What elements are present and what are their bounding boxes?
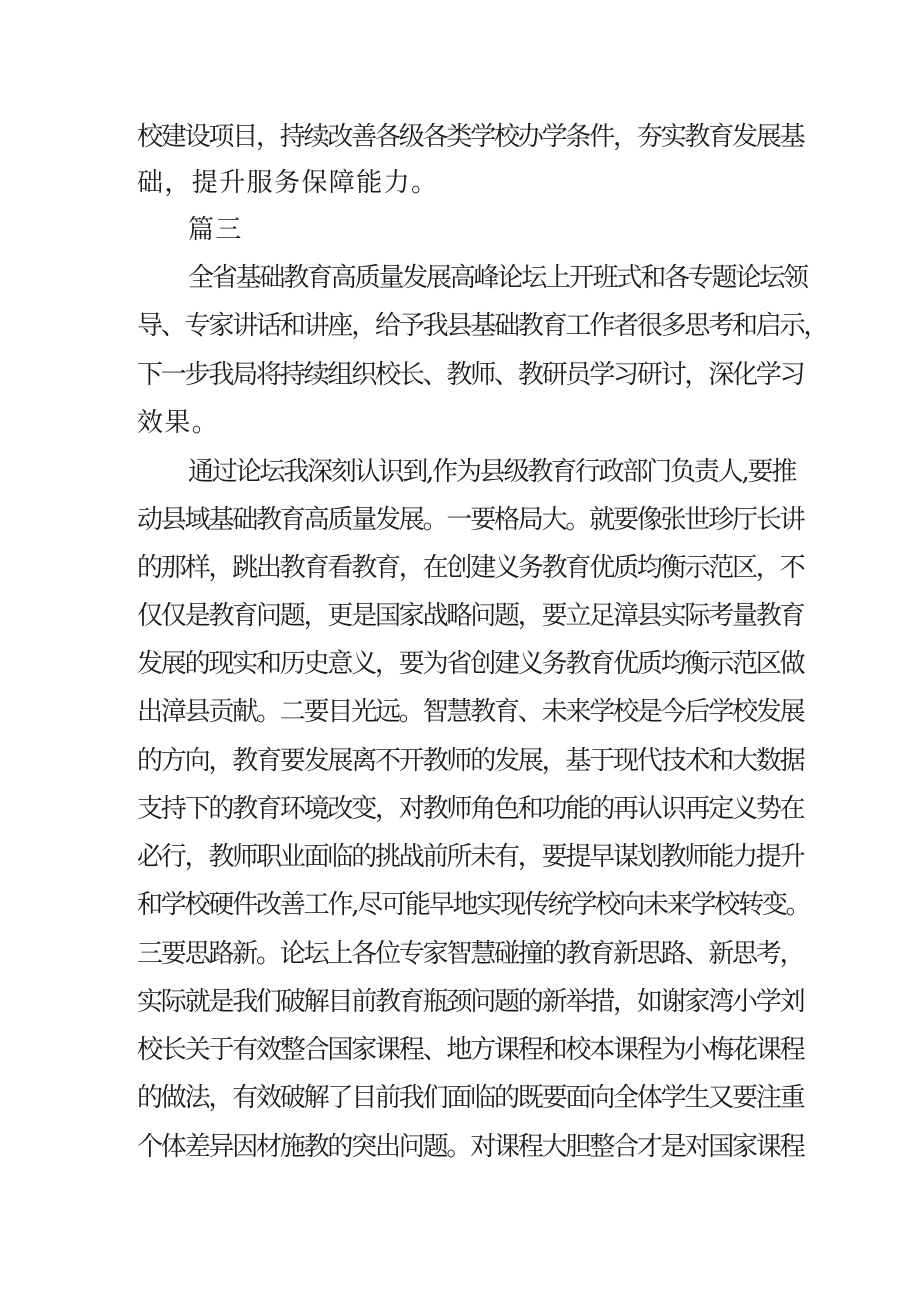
text-line: 校长关于有效整合国家课程、地方课程和校本课程为小梅花课程 (137, 1035, 804, 1065)
text-line: 通过论坛我深刻认识到,作为县级教育行政部门负责人,要推 (188, 457, 796, 487)
text-line: 校建设项目，持续改善各级各类学校办学条件，夯实教育发展基 (137, 122, 804, 152)
text-line: 的做法，有效破解了目前我们面临的既要面向全体学生又要注重 (137, 1083, 804, 1113)
text-line: 仅仅是教育问题，更是国家战略问题，要立足漳县实际考量教育 (137, 601, 804, 631)
text-line: 动县域基础教育高质量发展。一要格局大。就要像张世珍厅长讲 (137, 505, 804, 535)
text-line: 必行，教师职业面临的挑战前所未有，要提早谋划教师能力提升 (137, 842, 804, 872)
section-heading: 篇三 (188, 215, 243, 245)
text-line: 下一步我局将持续组织校长、教师、教研员学习研讨，深化学习 (137, 360, 804, 390)
text-line: 导、专家讲话和讲座，给予我县基础教育工作者很多思考和启示， (137, 311, 828, 341)
text-line: 实际就是我们破解目前教育瓶颈问题的新举措，如谢家湾小学刘 (137, 987, 804, 1017)
text-line: 出漳县贡献。二要目光远。智慧教育、未来学校是今后学校发展 (137, 697, 804, 727)
text-line: 支持下的教育环境改变，对教师角色和功能的再认识再定义势在 (137, 794, 804, 824)
text-line: 个体差异因材施教的突出问题。对课程大胆整合才是对国家课程 (137, 1132, 804, 1162)
text-line: 础，提升服务保障能力。 (137, 168, 439, 198)
text-line: 和学校硬件改善工作,尽可能早地实现传统学校向未来学校转变。 (137, 890, 810, 920)
text-line: 全省基础教育高质量发展高峰论坛上开班式和各专题论坛领 (188, 263, 807, 293)
text-line: 发展的现实和历史意义，要为省创建义务教育优质均衡示范区做 (137, 649, 804, 679)
text-line: 三要思路新。论坛上各位专家智慧碰撞的教育新思路、新思考， (137, 939, 804, 969)
text-line: 的那样，跳出教育看教育，在创建义务教育优质均衡示范区，不 (137, 553, 804, 583)
text-line: 效果。 (137, 408, 220, 438)
text-line: 的方向，教育要发展离不开教师的发展，基于现代技术和大数据 (137, 746, 804, 776)
